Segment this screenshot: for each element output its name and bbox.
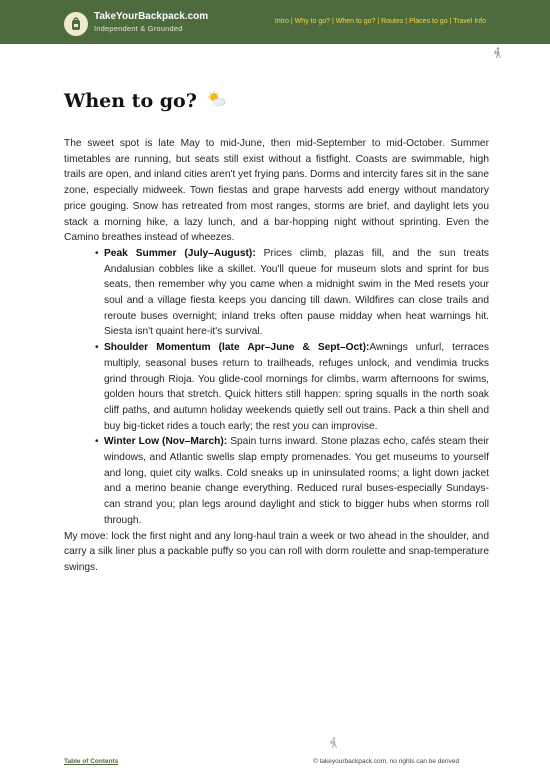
season-text: Prices climb, plazas fill, and the sun treats Andalusian cobbles like a skillet. You'll queue for museum slots and sprint for bus seats, then remember why you came when a midnight swim in the Med resets your soul and a village fiesta keeps you dancing till dawn. Wildfires can close trails and reroute buses overnight; inland treks often pause midday when heat warnings hit. Siesta isn't quaint here-it's survival. [104,247,490,338]
season-text: Spain turns inward. Stone plazas echo, cafés steam their windows, and Atlantic swells slap empty promenades. You get museums to yourself and long, quiet city walks. Cold sneaks up in uninsulated rooms; a light down jacket and a merino beanie change everything. Reduced rural buses-especially Sundays-can strand you; plan legs around daylight and stick to bigger hubs when storms roll through. [104,436,489,526]
hiker-icon [329,736,339,754]
nav-travel-info[interactable]: Travel Info [453,18,486,25]
closing-paragraph: My move: lock the first night and any long-haul train a week or two ahead in the shoulder, and carry a silk liner plus a packable puffy so you can roll with dorm roulette and snap-temperature swings. [64,530,489,573]
nav-routes[interactable]: Routes [381,18,404,25]
footer-copyright: © takeyourbackpack.com, no rights can be derived [313,758,460,765]
top-nav: Intro | Why to go? | When to go? | Routes | Places to go | Travel Info [274,18,486,25]
season-text: Awnings unfurl, terraces multiply, seasonal buses return to trailheads, refuges unlock, and vendimia trucks grind through Rioja. You glide-cool mornings for climbs, warm afternoons for swims, golden hours that stretch. Quick hitters still happen: spring squalls in the north soak cliff paths, and autumn holiday weekends quietly sell out trains. Pack a thin shell and buy big-ticket rides a touch early; the rest you can improvise. [104,342,489,432]
nav-why-to-go[interactable]: Why to go? [294,18,331,25]
page-title: When to go? [64,90,197,112]
brand-name[interactable]: TakeYourBackpack.com [94,11,209,22]
site-header [0,0,550,44]
list-item [95,246,490,340]
season-term: Peak Summer (July–August): [104,247,256,259]
hiker-icon [493,46,503,64]
bullet-icon: • [95,342,99,354]
bullet-icon: • [95,247,99,259]
sun-behind-cloud-icon [206,91,226,112]
bullet-icon: • [95,436,99,448]
list-item [95,434,489,528]
brand-tagline: Independent & Grounded [94,24,183,33]
season-term: Winter Low (Nov–March): [104,436,228,448]
season-term: Shoulder Momentum (late Apr–June & Sept–Oct): [104,342,370,354]
intro-paragraph: The sweet spot is late May to mid-June, then mid-September to mid-October. Summer timetables are running, but seats still exist without a fistfight. Coasts are swimmable, high trails are open, and inland cities aren't yet frying pans. Dorms and intercity fares sit in the sane zone, especially midweek. Town fiestas and grape harvests add energy without mandatory price gouging. Snow has retreated from most ranges, storms are brief, and daylight lets you stack a morning hike, a lazy lunch, and a bar-hopping night without sprinting. Even the Camino breathes instead of wheezes. [64,138,489,244]
backpack-logo-icon[interactable] [64,12,88,36]
nav-intro[interactable]: Intro [274,18,289,25]
season-list [64,246,489,529]
list-item [95,340,489,434]
page-title-row [64,90,226,112]
article-body [64,136,489,576]
table-of-contents-link[interactable]: Table of Contents [64,758,119,765]
nav-when-to-go[interactable]: When to go? [335,18,376,25]
nav-places-to-go[interactable]: Places to go [409,18,448,25]
